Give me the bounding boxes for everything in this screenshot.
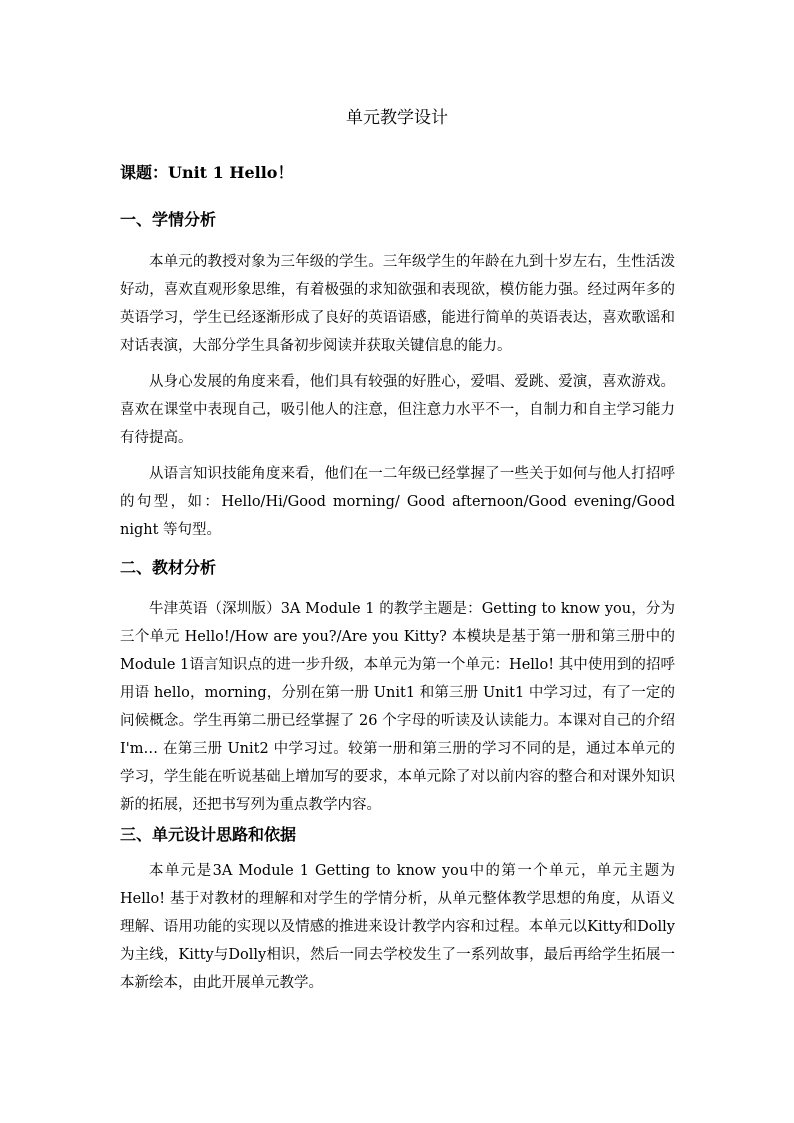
section-heading-design-rationale: 三、单元设计思路和依据 (120, 825, 297, 844)
paragraph-learner-age: 本单元的教授对象为三年级的学生。三年级学生的年龄在九到十岁左右，生性活泼好动，喜欢直观形象思维，有着极强的求知欲强和表现欲，模仿能力强。经过两年多的英语学习，学生已经逐渐形成了良好的英语语感，能进行简单的英语表达，喜欢歌谣和对话表演，大部分学生具备初步阅读并获取关键信息的能力。 (120, 254, 675, 354)
paragraph-learner-language: 从语言知识技能角度来看，他们在一二年级已经掌握了一些关于如何与他人打招呼的句型，如：Hello/Hi/Good morning/ Good afternoon/Good evening/Good night 等句型。 (120, 466, 675, 538)
paragraph-design-rationale: 本单元是3A Module 1 Getting to know you中的第一个单元，单元主题为Hello! 基于对教材的理解和对学生的学情分析，从单元整体教学思想的角度，从语义理解、语用功能的实现以及情感的推进来设计教学内容和过程。本单元以Kitty和Dolly为主线，Kitty与Dolly相识，然后一同去学校发生了一系列故事，最后再给学生拓展一本新绘本，由此开展单元教学。 (120, 863, 675, 991)
lesson-topic: 课题：Unit 1 Hello！ (120, 163, 294, 182)
paragraph-learner-development: 从身心发展的角度来看，他们具有较强的好胜心，爱唱、爱跳、爱演，喜欢游戏。喜欢在课堂中表现自己，吸引他人的注意，但注意力水平不一，自制力和自主学习能力有待提高。 (120, 374, 675, 446)
paragraph-textbook: 牛津英语（深圳版）3A Module 1 的教学主题是：Getting to know you，分为三个单元 Hello!/How are you?/Are you Kitty? 本模块是基于第一册和第三册中的Module 1语言知识点的进一步升级，本单元为第一个单元：Hello! 其中使用到的招呼用语 hello，morning，分别在第一册 Unit1 和第三册 Unit1 中学习过，有了一定的问候概念。学生再第二册已经掌握了 26 个字母的听读及认读能力。本课对自己的介绍 I'm… 在第三册 Unit2 中学习过。较第一册和第三册的学习不同的是，通过本单元的学习，学生能在听说基础上增加写的要求，本单元除了对以前内容的整合和对课外知识新的拓展，还把书写列为重点教学内容。 (120, 601, 675, 813)
section-heading-textbook-analysis: 二、教材分析 (120, 558, 217, 577)
document-title: 单元教学设计 (346, 108, 448, 128)
section-heading-learner-analysis: 一、学情分析 (120, 210, 217, 229)
